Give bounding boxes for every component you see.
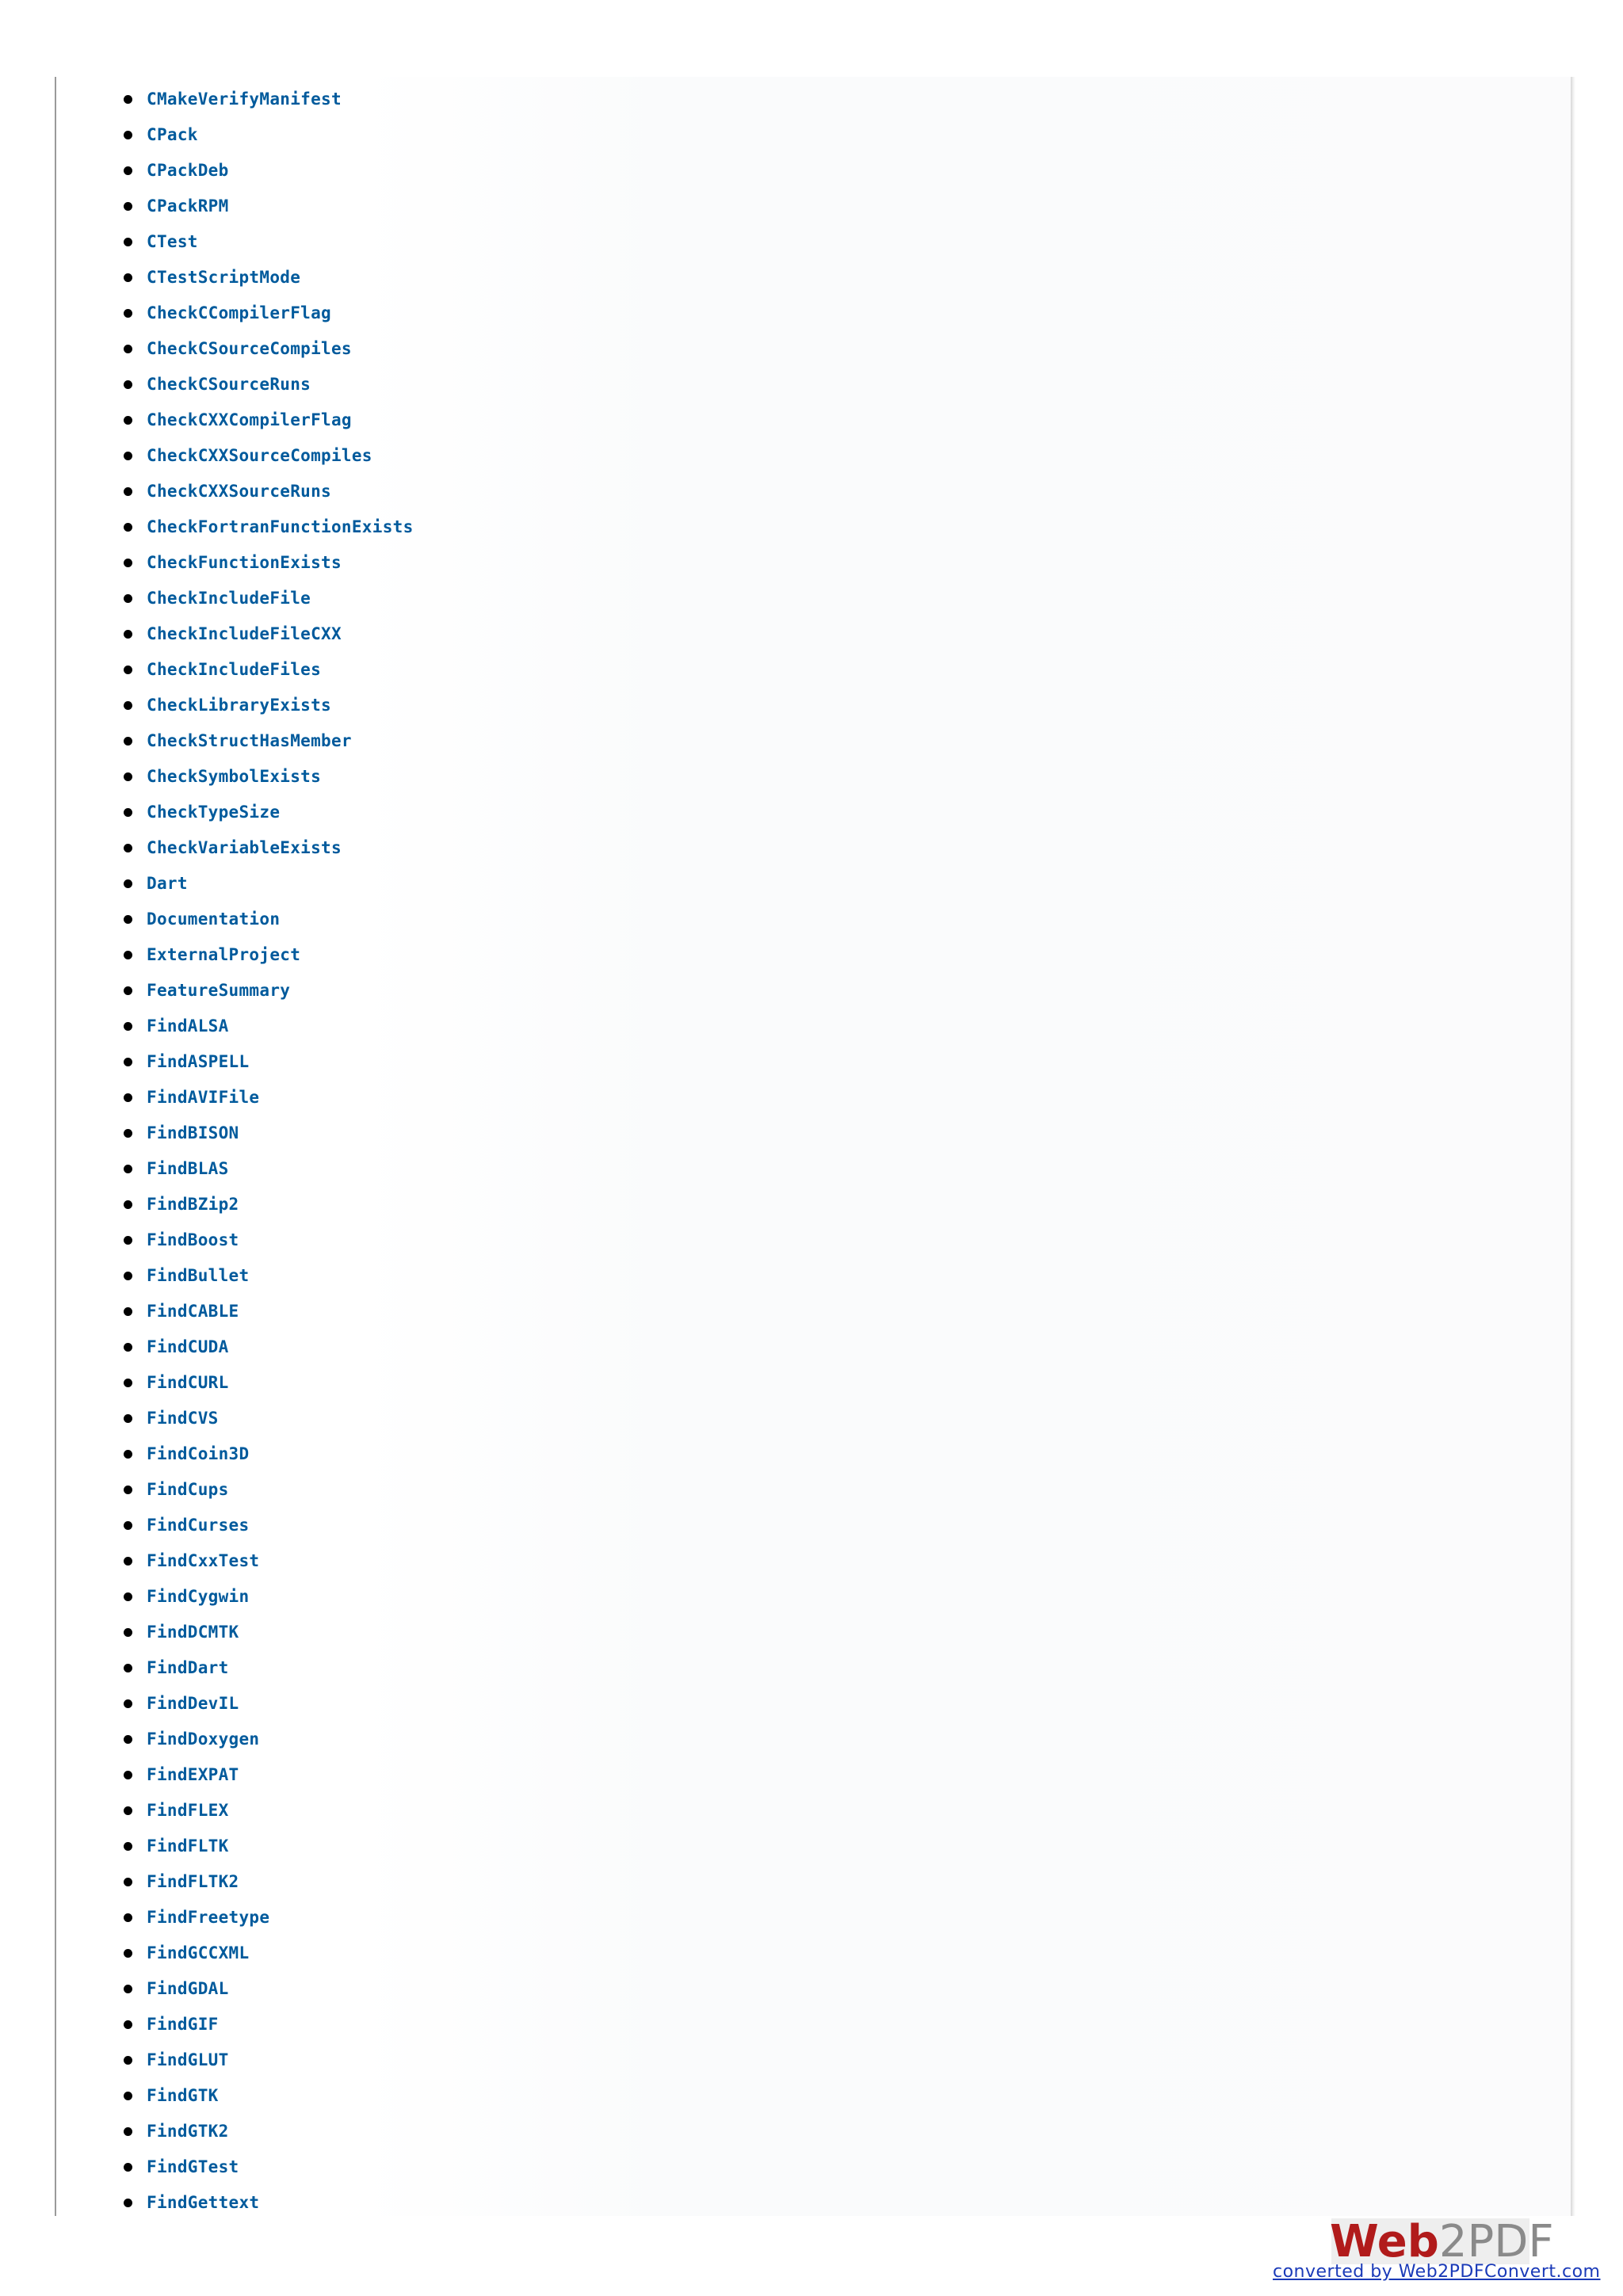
- module-link[interactable]: FindCABLE: [147, 1301, 239, 1321]
- bullet-icon: [124, 238, 132, 246]
- list-item: [127, 830, 414, 865]
- bullet-icon: [124, 2056, 132, 2065]
- list-item: [127, 2042, 414, 2077]
- bullet-icon: [124, 1379, 132, 1387]
- module-link[interactable]: FindASPELL: [147, 1051, 250, 1071]
- list-item: [127, 865, 414, 901]
- list-item: [127, 1578, 414, 1614]
- module-link[interactable]: FindDCMTK: [147, 1622, 239, 1642]
- module-link[interactable]: FindDevIL: [147, 1693, 239, 1713]
- bullet-icon: [124, 2199, 132, 2207]
- list-item: [127, 936, 414, 972]
- module-link[interactable]: FindGTK2: [147, 2121, 229, 2141]
- bullet-icon: [124, 772, 132, 781]
- bullet-icon: [124, 1129, 132, 1138]
- module-link[interactable]: FindCoin3D: [147, 1444, 250, 1463]
- list-item: [127, 1792, 414, 1828]
- list-item: [127, 651, 414, 687]
- bullet-icon: [124, 666, 132, 674]
- logo-text-2pdf: 2PDF: [1438, 2216, 1554, 2267]
- bullet-icon: [124, 559, 132, 567]
- module-link[interactable]: FindBoost: [147, 1230, 239, 1249]
- list-item: [127, 687, 414, 723]
- module-link[interactable]: CheckCCompilerFlag: [147, 303, 331, 322]
- module-link[interactable]: FindFreetype: [147, 1907, 270, 1927]
- list-item: [127, 1257, 414, 1293]
- list-item: [127, 758, 414, 794]
- list-item: [127, 188, 414, 223]
- bullet-icon: [124, 1949, 132, 1958]
- bullet-icon: [124, 1913, 132, 1922]
- list-item: [127, 1043, 414, 1079]
- bullet-icon: [124, 1343, 132, 1352]
- module-link[interactable]: FindCxxTest: [147, 1550, 260, 1570]
- module-link[interactable]: FindGCCXML: [147, 1943, 250, 1962]
- module-link[interactable]: FindBISON: [147, 1123, 239, 1142]
- bullet-icon: [124, 1592, 132, 1601]
- module-link[interactable]: FindBLAS: [147, 1158, 229, 1178]
- bullet-icon: [124, 737, 132, 746]
- list-item: [127, 1222, 414, 1257]
- bullet-icon: [124, 380, 132, 389]
- bullet-icon: [124, 1806, 132, 1815]
- list-item: [127, 1436, 414, 1471]
- list-item: [127, 259, 414, 295]
- list-item: [127, 81, 414, 116]
- bullet-icon: [124, 452, 132, 460]
- list-item: [127, 366, 414, 402]
- bullet-icon: [124, 273, 132, 282]
- bullet-icon: [124, 131, 132, 139]
- module-link[interactable]: CheckSymbolExists: [147, 766, 322, 786]
- module-link[interactable]: FindBZip2: [147, 1194, 239, 1214]
- bullet-icon: [124, 166, 132, 175]
- list-item: [127, 473, 414, 509]
- bullet-icon: [124, 1022, 132, 1031]
- module-link[interactable]: FindGDAL: [147, 1978, 229, 1998]
- list-item: [127, 116, 414, 152]
- list-item: [127, 402, 414, 437]
- bullet-icon: [124, 1414, 132, 1423]
- bullet-icon: [124, 1165, 132, 1173]
- bullet-icon: [124, 1486, 132, 1494]
- module-link[interactable]: FindBullet: [147, 1265, 250, 1285]
- list-item: [127, 1899, 414, 1935]
- list-item: [127, 330, 414, 366]
- module-link[interactable]: FindDart: [147, 1657, 229, 1677]
- bullet-icon: [124, 202, 132, 211]
- list-item: [127, 1115, 414, 1150]
- list-item: [127, 1650, 414, 1685]
- bullet-icon: [124, 1450, 132, 1459]
- bullet-icon: [124, 1878, 132, 1886]
- module-link[interactable]: FindGTest: [147, 2157, 239, 2176]
- list-item: [127, 2006, 414, 2042]
- list-item: [127, 1079, 414, 1115]
- module-link[interactable]: CheckStructHasMember: [147, 730, 352, 750]
- list-item: [127, 1400, 414, 1436]
- bullet-icon: [124, 1664, 132, 1672]
- list-item: [127, 2184, 414, 2220]
- bullet-icon: [124, 1628, 132, 1637]
- module-link[interactable]: FindCurses: [147, 1515, 250, 1535]
- module-link[interactable]: FindALSA: [147, 1016, 229, 1035]
- module-link[interactable]: CheckIncludeFile: [147, 588, 311, 608]
- bullet-icon: [124, 1236, 132, 1245]
- list-item: [127, 1008, 414, 1043]
- bullet-icon: [124, 951, 132, 959]
- list-item: [127, 1150, 414, 1186]
- module-link[interactable]: CPack: [147, 124, 198, 144]
- logo-text-web: Web: [1330, 2216, 1439, 2267]
- list-item: [127, 295, 414, 330]
- bullet-icon: [124, 1699, 132, 1708]
- bullet-icon: [124, 1771, 132, 1779]
- module-link[interactable]: CheckIncludeFiles: [147, 659, 322, 679]
- bullet-icon: [124, 1058, 132, 1066]
- list-item: [127, 1935, 414, 1970]
- bullet-icon: [124, 1985, 132, 1993]
- module-link[interactable]: CheckLibraryExists: [147, 695, 331, 715]
- module-link[interactable]: Documentation: [147, 909, 281, 929]
- bullet-icon: [124, 1200, 132, 1209]
- bullet-icon: [124, 986, 132, 995]
- list-item: [127, 1863, 414, 1899]
- bullet-icon: [124, 2020, 132, 2029]
- bullet-icon: [124, 416, 132, 425]
- module-link[interactable]: CheckCSourceCompiles: [147, 338, 352, 358]
- list-item: [127, 152, 414, 188]
- list-item: [127, 2077, 414, 2113]
- list-item: [127, 723, 414, 758]
- list-item: [127, 1721, 414, 1756]
- module-link[interactable]: FindFLEX: [147, 1800, 229, 1820]
- list-item: [127, 223, 414, 259]
- list-item: [127, 1507, 414, 1543]
- module-link[interactable]: CMakeVerifyManifest: [147, 89, 342, 109]
- module-link[interactable]: FindAVIFile: [147, 1087, 260, 1107]
- list-item: [127, 1329, 414, 1364]
- module-link[interactable]: FeatureSummary: [147, 980, 291, 1000]
- bullet-icon: [124, 1557, 132, 1566]
- module-link[interactable]: FindDoxygen: [147, 1729, 260, 1749]
- list-item: [127, 1543, 414, 1578]
- module-link[interactable]: FindGIF: [147, 2014, 219, 2034]
- module-link[interactable]: CheckCXXCompilerFlag: [147, 410, 352, 429]
- bullet-icon: [124, 487, 132, 496]
- module-link[interactable]: CheckCSourceRuns: [147, 374, 311, 394]
- module-link[interactable]: FindEXPAT: [147, 1764, 239, 1784]
- bullet-icon: [124, 594, 132, 603]
- bullet-icon: [124, 1307, 132, 1316]
- module-list: [127, 81, 414, 2220]
- bullet-icon: [124, 1272, 132, 1280]
- module-link[interactable]: ExternalProject: [147, 944, 301, 964]
- list-item: [127, 1471, 414, 1507]
- module-link[interactable]: FindCygwin: [147, 1586, 250, 1606]
- list-item: [127, 437, 414, 473]
- list-item: [127, 580, 414, 616]
- bullet-icon: [124, 309, 132, 318]
- module-link[interactable]: FindGettext: [147, 2192, 260, 2212]
- module-link[interactable]: CheckFortranFunctionExists: [147, 517, 414, 536]
- bullet-icon: [124, 95, 132, 104]
- module-link[interactable]: FindCUDA: [147, 1337, 229, 1356]
- list-item: [127, 1828, 414, 1863]
- module-link[interactable]: FindCups: [147, 1479, 229, 1499]
- module-link[interactable]: Dart: [147, 873, 188, 893]
- list-item: [127, 544, 414, 580]
- list-item: [127, 2149, 414, 2184]
- module-link[interactable]: CheckTypeSize: [147, 802, 281, 822]
- bullet-icon: [124, 701, 132, 710]
- list-item: [127, 1970, 414, 2006]
- bullet-icon: [124, 1842, 132, 1851]
- module-link[interactable]: FindCVS: [147, 1408, 219, 1428]
- module-link[interactable]: CTest: [147, 231, 198, 251]
- module-link[interactable]: CheckCXXSourceCompiles: [147, 445, 372, 465]
- page-shadow: [1571, 77, 1575, 2216]
- module-link[interactable]: CheckCXXSourceRuns: [147, 481, 331, 501]
- module-link[interactable]: CPackDeb: [147, 160, 229, 180]
- bullet-icon: [124, 1735, 132, 1744]
- module-link[interactable]: FindGTK: [147, 2085, 219, 2105]
- list-item: [127, 509, 414, 544]
- list-item: [127, 1756, 414, 1792]
- bullet-icon: [124, 808, 132, 817]
- list-item: [127, 1364, 414, 1400]
- module-link[interactable]: CheckVariableExists: [147, 837, 342, 857]
- web2pdf-logo: [1330, 2218, 1554, 2266]
- module-link[interactable]: CheckIncludeFileCXX: [147, 624, 342, 643]
- module-link[interactable]: FindCURL: [147, 1372, 229, 1392]
- module-link[interactable]: CheckFunctionExists: [147, 552, 342, 572]
- list-item: [127, 1293, 414, 1329]
- module-link[interactable]: FindGLUT: [147, 2050, 229, 2069]
- module-link[interactable]: CTestScriptMode: [147, 267, 301, 287]
- list-item: [127, 794, 414, 830]
- list-item: [127, 2113, 414, 2149]
- bullet-icon: [124, 2092, 132, 2100]
- list-item: [127, 972, 414, 1008]
- bullet-icon: [124, 2127, 132, 2136]
- bullet-icon: [124, 630, 132, 639]
- bullet-icon: [124, 879, 132, 888]
- module-link[interactable]: CPackRPM: [147, 196, 229, 215]
- module-link[interactable]: FindFLTK: [147, 1836, 229, 1855]
- list-item: [127, 1186, 414, 1222]
- bullet-icon: [124, 844, 132, 852]
- list-item: [127, 616, 414, 651]
- bullet-icon: [124, 1521, 132, 1530]
- list-item: [127, 1614, 414, 1650]
- bullet-icon: [124, 915, 132, 924]
- bullet-icon: [124, 523, 132, 532]
- converted-by-link[interactable]: converted by Web2PDFConvert.com: [1273, 2262, 1601, 2282]
- module-link[interactable]: FindFLTK2: [147, 1871, 239, 1891]
- bullet-icon: [124, 1093, 132, 1102]
- list-item: [127, 901, 414, 936]
- bullet-icon: [124, 2163, 132, 2172]
- list-item: [127, 1685, 414, 1721]
- bullet-icon: [124, 345, 132, 353]
